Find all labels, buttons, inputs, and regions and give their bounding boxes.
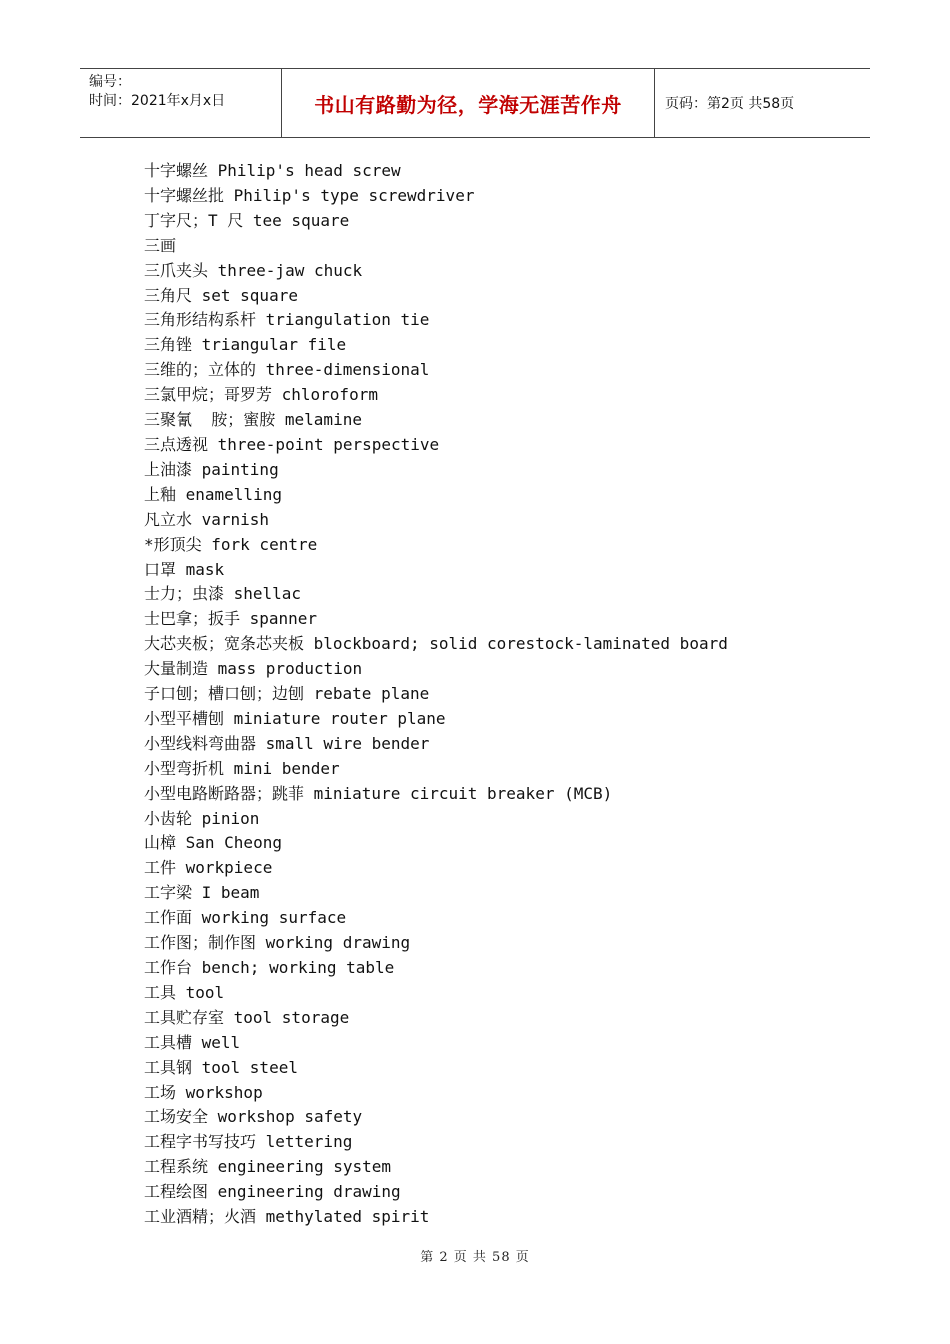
glossary-entry: 三聚氰 胺；蜜胺 melamine: [144, 410, 362, 430]
header-motto: 书山有路勤为径，学海无涯苦作舟: [282, 69, 655, 137]
glossary-entry: 工程绘图 engineering drawing: [144, 1182, 401, 1202]
glossary-entry: 工作台 bench; working table: [144, 958, 395, 977]
glossary-entry: 小型电路断路器；跳菲 miniature circuit breaker (MCB): [144, 783, 613, 803]
glossary-entry: 工作面 working surface: [144, 908, 347, 928]
glossary-entry: 工具贮存室 tool storage: [144, 1007, 350, 1027]
glossary-entry: 三维的；立体的 three-dimensional: [144, 360, 430, 380]
glossary-entry: 口罩 mask: [144, 559, 225, 579]
glossary-entry: 小型平槽刨 miniature router plane: [144, 708, 446, 728]
id-label: 编号：: [89, 74, 131, 90]
glossary-entry: 工具 tool: [144, 982, 225, 1002]
glossary-entry: 子口刨；槽口刨；边刨 rebate plane: [144, 684, 430, 704]
glossary-entry: *形顶尖 fork centre: [144, 534, 318, 554]
glossary-entry: 三角尺 set square: [144, 285, 298, 305]
glossary-entry: 士力；虫漆 shellac: [144, 584, 302, 604]
glossary-entry: 工程系统 engineering system: [144, 1157, 392, 1177]
glossary-entry: 工件 workpiece: [144, 858, 273, 878]
glossary-entry: 三氯甲烷；哥罗芳 chloroform: [144, 385, 378, 405]
glossary-entry: 三角锉 triangular file: [144, 335, 347, 355]
header-meta: [80, 69, 282, 137]
glossary-list: [144, 159, 728, 1230]
glossary-entry: 小型弯折机 mini bender: [144, 758, 340, 778]
glossary-entry: 上釉 enamelling: [144, 484, 282, 504]
header-page-label: 页码：第2页 共58页: [665, 96, 795, 112]
glossary-entry: 十字螺丝批 Philip's type screwdriver: [144, 185, 475, 205]
glossary-entry: 大量制造 mass production: [144, 659, 363, 679]
glossary-entry: 三角形结构系杆 triangulation tie: [144, 310, 430, 330]
glossary-entry: 三爪夹头 three-jaw chuck: [144, 260, 363, 280]
glossary-entry: 丁字尺；T 尺 tee square: [144, 210, 350, 230]
glossary-entry: 十字螺丝 Philip's head screw: [144, 161, 401, 180]
glossary-entry: 三画: [144, 235, 177, 255]
glossary-entry: 工作图；制作图 working drawing: [144, 933, 411, 953]
glossary-entry: 三点透视 three-point perspective: [144, 434, 440, 454]
page-footer: 第 2 页 共 58 页: [420, 1250, 530, 1265]
glossary-entry: 工场安全 workshop safety: [144, 1107, 363, 1127]
glossary-entry: 工字梁 I beam: [144, 883, 260, 903]
glossary-entry: 小型线料弯曲器 small wire bender: [144, 733, 430, 753]
glossary-entry: 工具钢 tool steel: [144, 1057, 298, 1077]
glossary-entry: 工具槽 well: [144, 1032, 241, 1052]
glossary-entry: 士巴拿；扳手 spanner: [144, 609, 318, 629]
glossary-entry: 小齿轮 pinion: [144, 808, 260, 828]
page-header: [80, 68, 870, 138]
glossary-entry: 工业酒精；火酒 methylated spirit: [144, 1207, 430, 1227]
glossary-entry: 上油漆 painting: [144, 459, 279, 479]
glossary-entry: 大芯夹板；宽条芯夹板 blockboard; solid corestock-laminated board: [144, 634, 728, 654]
glossary-entry: 工程字书写技巧 lettering: [144, 1132, 353, 1152]
glossary-entry: 工场 workshop: [144, 1082, 263, 1102]
glossary-entry: 凡立水 varnish: [144, 509, 270, 529]
date-label: 时间：2021年x月x日: [89, 93, 226, 109]
glossary-entry: 山樟 San Cheong: [144, 833, 282, 853]
